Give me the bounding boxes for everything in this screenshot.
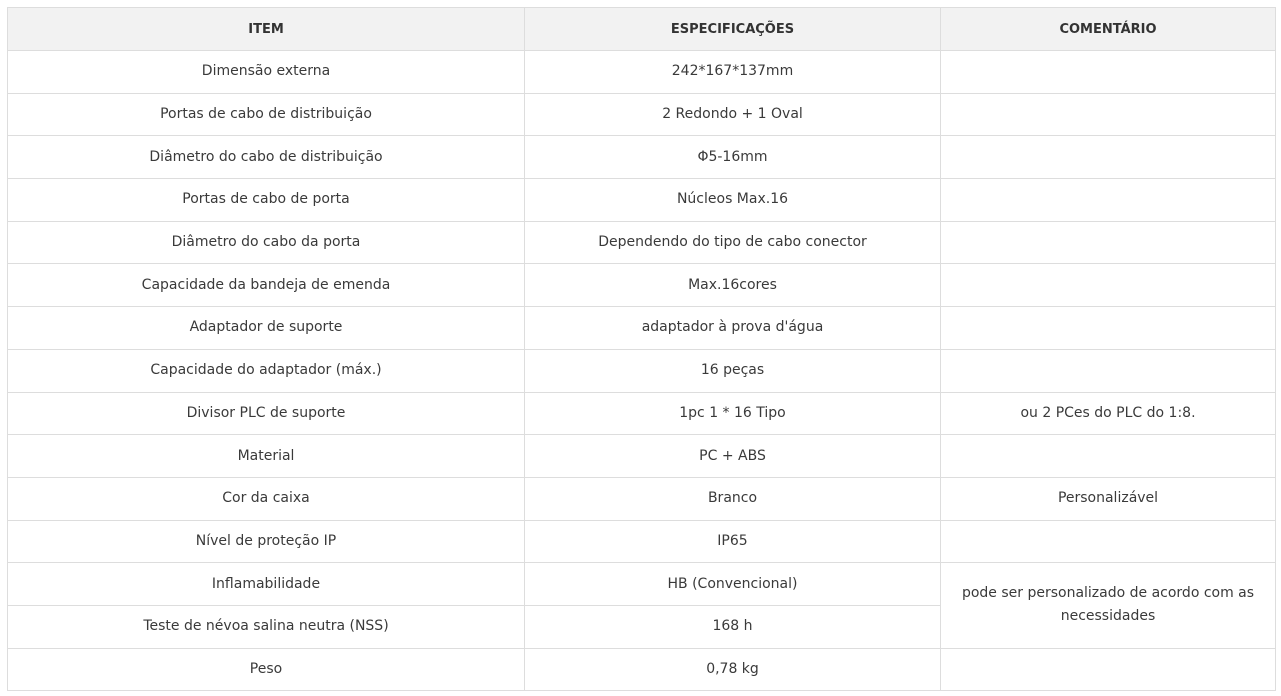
table-row xyxy=(8,136,1276,179)
item-cell: Divisor PLC de suporte xyxy=(8,392,525,435)
table-row xyxy=(8,264,1276,307)
spec-cell: 0,78 kg xyxy=(525,648,941,691)
comment-cell xyxy=(941,307,1276,350)
table-body xyxy=(8,51,1276,691)
comment-cell: ou 2 PCes do PLC do 1:8. xyxy=(941,392,1276,435)
table-row xyxy=(8,435,1276,478)
spec-cell: Φ5-16mm xyxy=(525,136,941,179)
item-cell: Inflamabilidade xyxy=(8,563,525,606)
header-item: ITEM xyxy=(8,8,525,51)
comment-cell xyxy=(941,648,1276,691)
table-row xyxy=(8,221,1276,264)
item-cell: Dimensão externa xyxy=(8,51,525,94)
item-cell: Material xyxy=(8,435,525,478)
spec-cell: 168 h xyxy=(525,605,941,648)
spec-cell: 1pc 1 * 16 Tipo xyxy=(525,392,941,435)
spec-cell: 16 peças xyxy=(525,349,941,392)
comment-cell xyxy=(941,179,1276,222)
item-cell: Nível de proteção IP xyxy=(8,520,525,563)
comment-cell xyxy=(941,136,1276,179)
table-row xyxy=(8,349,1276,392)
comment-cell: Personalizável xyxy=(941,477,1276,520)
table-header xyxy=(8,8,1276,51)
item-cell: Portas de cabo de porta xyxy=(8,179,525,222)
spec-cell: 2 Redondo + 1 Oval xyxy=(525,93,941,136)
spec-cell: IP65 xyxy=(525,520,941,563)
spec-cell: Dependendo do tipo de cabo conector xyxy=(525,221,941,264)
table-row xyxy=(8,520,1276,563)
table-row xyxy=(8,563,1276,606)
item-cell: Capacidade da bandeja de emenda xyxy=(8,264,525,307)
comment-cell-merged: pode ser personalizado de acordo com as necessidades xyxy=(941,563,1276,648)
comment-cell xyxy=(941,51,1276,94)
comment-cell xyxy=(941,93,1276,136)
table-row xyxy=(8,307,1276,350)
item-cell: Capacidade do adaptador (máx.) xyxy=(8,349,525,392)
header-specifications: ESPECIFICAÇÕES xyxy=(525,8,941,51)
table-row xyxy=(8,648,1276,691)
comment-cell xyxy=(941,221,1276,264)
comment-cell xyxy=(941,349,1276,392)
item-cell: Portas de cabo de distribuição xyxy=(8,93,525,136)
table-row xyxy=(8,179,1276,222)
table-row xyxy=(8,392,1276,435)
spec-cell: 242*167*137mm xyxy=(525,51,941,94)
item-cell: Diâmetro do cabo de distribuição xyxy=(8,136,525,179)
comment-cell xyxy=(941,520,1276,563)
header-row xyxy=(8,8,1276,51)
table-row xyxy=(8,93,1276,136)
spec-cell: Max.16cores xyxy=(525,264,941,307)
spec-cell: PC + ABS xyxy=(525,435,941,478)
item-cell: Teste de névoa salina neutra (NSS) xyxy=(8,605,525,648)
header-comment: COMENTÁRIO xyxy=(941,8,1276,51)
item-cell: Cor da caixa xyxy=(8,477,525,520)
spec-cell: adaptador à prova d'água xyxy=(525,307,941,350)
spec-cell: HB (Convencional) xyxy=(525,563,941,606)
spec-cell: Núcleos Max.16 xyxy=(525,179,941,222)
table-row xyxy=(8,51,1276,94)
item-cell: Adaptador de suporte xyxy=(8,307,525,350)
table-row xyxy=(8,477,1276,520)
specifications-table xyxy=(7,7,1276,691)
spec-cell: Branco xyxy=(525,477,941,520)
comment-cell xyxy=(941,264,1276,307)
item-cell: Peso xyxy=(8,648,525,691)
comment-cell xyxy=(941,435,1276,478)
item-cell: Diâmetro do cabo da porta xyxy=(8,221,525,264)
